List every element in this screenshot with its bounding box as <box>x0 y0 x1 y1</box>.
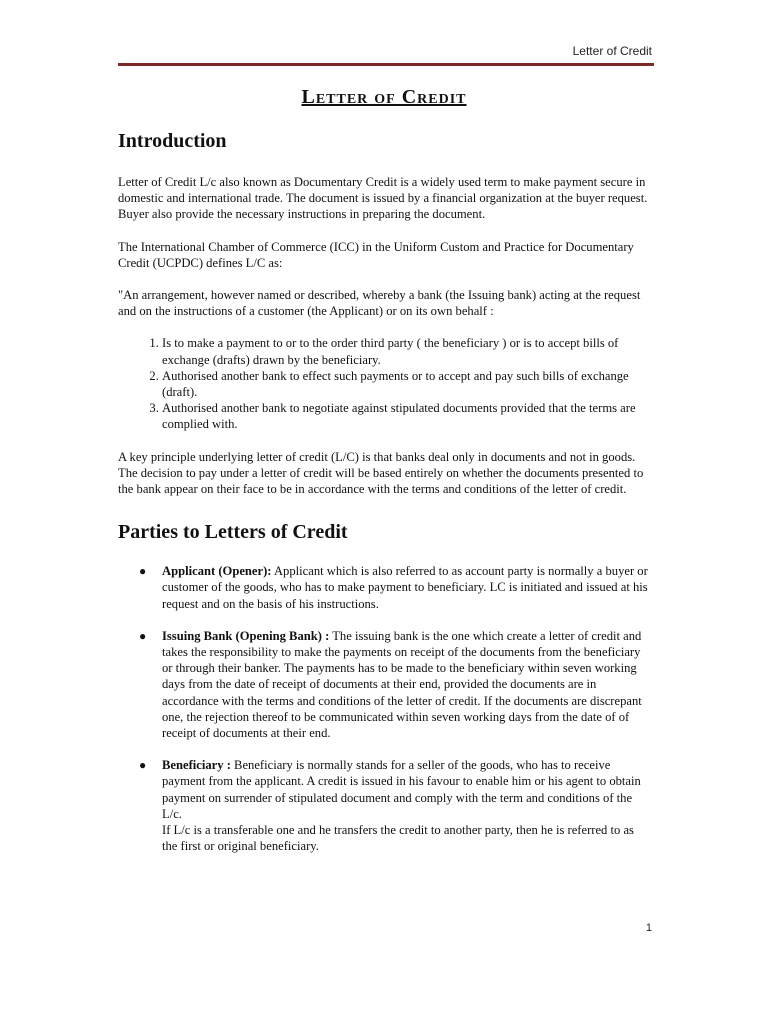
party-issuing-bank <box>139 628 650 741</box>
parties-bullet-list <box>118 563 650 854</box>
party-description: Applicant which is also referred to as account party is normally a buyer or customer of the goods, who has to make payment to beneficiary. LC is initiated and issued at his request and on the basis of his instructions. <box>162 564 648 611</box>
party-applicant <box>139 563 650 612</box>
bullet-icon: ● <box>139 758 147 773</box>
party-description: Beneficiary is normally stands for a seller of the goods, who has to receive payment from the applicant. A credit is issued in his favour to enable him or his agent to obtain payment on surrender of stipulated document and comply with the term and conditions of the L/c. <box>162 758 641 821</box>
definition-numbered-list <box>118 335 650 432</box>
section-heading-introduction: Introduction <box>118 130 227 152</box>
party-term: Beneficiary : <box>162 758 231 773</box>
intro-paragraph-3: "An arrangement, however named or described, whereby a bank (the Issuing bank) acting at the request and on the instructions of a customer (the Applicant) or on its own behalf : <box>118 288 641 319</box>
document-body <box>118 128 650 871</box>
party-description-extra: If L/c is a transferable one and he transfers the credit to another party, then he is referred to as the first or original beneficiary. <box>162 823 634 854</box>
running-header: Letter of Credit <box>572 44 652 58</box>
bullet-icon: ● <box>139 564 147 579</box>
header-rule <box>118 63 654 66</box>
bullet-icon: ● <box>139 628 147 643</box>
intro-closing-paragraph: A key principle underlying letter of credit (L/C) is that banks deal only in documents and not in goods. The decision to pay under a letter of credit will be based entirely on whether the documents presented to the bank appear on their face to be in accordance with the terms and conditions of the letter of credit. <box>118 449 644 497</box>
party-beneficiary <box>139 757 650 854</box>
section-heading-parties: Parties to Letters of Credit <box>118 521 348 544</box>
numbered-list-item: 3. Authorised another bank to negotiate against stipulated documents provided that the terms are complied with. <box>162 400 650 432</box>
document-title: Letter of Credit <box>301 86 467 108</box>
party-term: Issuing Bank (Opening Bank) : <box>162 628 330 643</box>
intro-paragraph-1: Letter of Credit L/c also known as Documentary Credit is a widely used term to make payment secure in domestic and international trade. The document is issued by a financial organization at the buyer request. Buyer also provide the necessary instructions in preparing the document. <box>118 175 648 222</box>
party-term: Applicant (Opener): <box>162 564 272 579</box>
page-number: 1 <box>645 922 652 934</box>
numbered-list-item: 1. Is to make a payment to or to the order third party ( the beneficiary ) or is to accept bills of exchange (drafts) drawn by the beneficiary. <box>162 335 650 367</box>
numbered-list-item: 2. Authorised another bank to effect such payments or to accept and pay such bills of exchange (draft). <box>162 368 650 400</box>
intro-paragraph-2: The International Chamber of Commerce (ICC) in the Uniform Custom and Practice for Documentary Credit (UCPDC) defines L/C as: <box>118 239 634 270</box>
party-description: The issuing bank is the one which create a letter of credit and takes the responsibility to make the payments on receipt of the documents from the beneficiary or through their banker. The payments has to be made to the beneficiary within seven working days from the date of receipt of documents at their end, provided the documents are in accordance with the terms and conditions of the letter of credit. If the documents are discrepant one, the rejection thereof to be communicated within seven working days from the date of of receipt of documents at their end. <box>162 628 642 741</box>
